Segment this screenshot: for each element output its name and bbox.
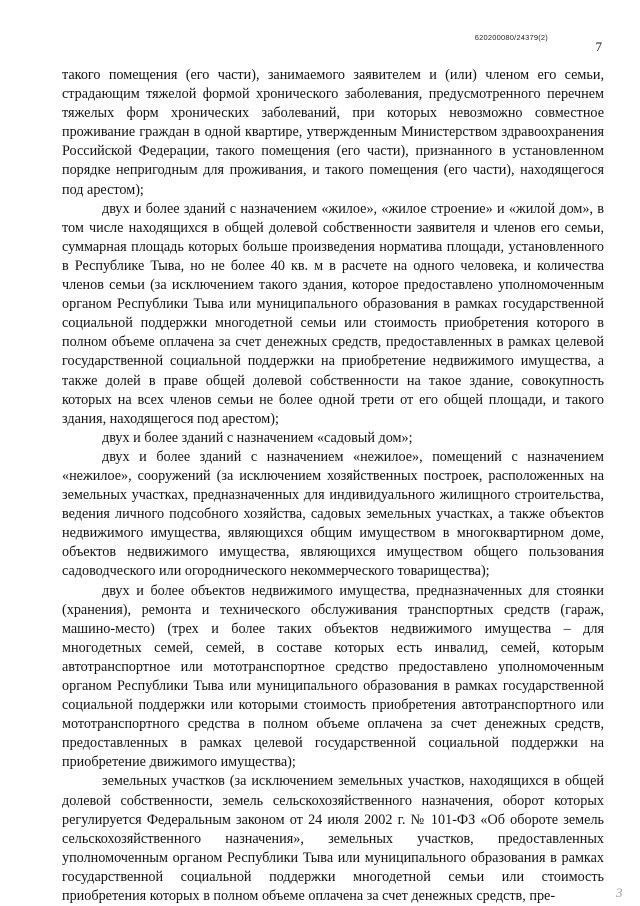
paragraph-land-plots: земельных участков (за исключением земельных участков, находящихся в общей долевой собственности, земель сельскохозяйственного назначения, оборот которых регулируется Федеральным законом от 24 июля 2002 г. № 101-ФЗ «Об обороте земель сельскохозяйственного назначения», земельных участков, предоставленных уполномоченным органом Республики Тыва или муниципального образования в рамках государственной социальной поддержки многодетной семьи или стоимость приобретения которых в полном объеме оплачена за счет денежных средств, пре- <box>62 773 604 905</box>
document-body <box>62 66 604 906</box>
paragraph-continuation: такого помещения (его части), занимаемого заявителем и (или) членом его семьи, страдающим тяжелой формой хронического заболевания, предусмотренного перечнем тяжелых форм хронических заболеваний, при которых невозможно совместное проживание граждан в одной квартире, утвержденным Министерством здравоохранения Российской Федерации, такого помещения (его части), признанного в установленном порядке непригодным для проживания, и такого помещения (его части), находящегося под арестом); <box>62 67 604 198</box>
paragraph-vehicle-storage: двух и более объектов недвижимого имущества, предназначенных для стоянки (хранения), ремонта и технического обслуживания транспортных средств (гараж, машино-место) (трех и более таких объектов недвижимого имущества – для многодетных семей, семей, в составе которых есть инвалид, семей, которым автотранспортное или мототранспортное средство предоставлено уполномоченным органом Республики Тыва или муниципального образования в рамках государственной социальной поддержки или которыми стоимость приобретения автотранспортного или мототранспортного средства в полном объеме оплачена за счет денежных средств, предоставленных в рамках целевой государственной социальной поддержки на приобретение движимого имущества); <box>62 582 604 771</box>
paragraph-garden-house: двух и более зданий с назначением «садовый дом»; <box>102 429 413 446</box>
handwritten-margin-mark: 3 <box>616 885 623 900</box>
page-number: 7 <box>595 39 602 54</box>
paragraph-residential-buildings: двух и более зданий с назначением «жилое», «жилое строение» и «жилой дом», в том числе находящихся в общей долевой собственности заявителя и членов его семьи, суммарная площадь которых больше произведения норматива площади, установленного в Республике Тыва, но не более 40 кв. м в расчете на одного человека, и количества членов семьи (за исключением такого здания, которое предоставлено уполномоченным органом Республики Тыва или муниципального образования в рамках государственной социальной поддержки многодетной семьи или стоимость приобретения которого в полном объеме оплачена за счет денежных средств, предоставленных в рамках целевой государственной социальной поддержки на приобретение недвижимого имущества, а также долей в праве общей долевой собственности на такое здание, совокупность которых на всех членов семьи не более одной трети от его общей площади, и такого здания, находящегося под арестом); <box>62 200 604 427</box>
paragraph-nonresidential: двух и более зданий с назначением «нежилое», помещений с назначением «нежилое», сооружений (за исключением хозяйственных построек, расположенных на земельных участках, предназначенных для индивидуального жилищного строительства, ведения личного подсобного хозяйства, садовых земельных участках, а также объектов недвижимого имущества, являющихся общим имуществом в многоквартирном доме, объектов недвижимого имущества, являющихся имуществом общего пользования садоводческого или огороднического некоммерческого товарищества); <box>62 448 604 580</box>
document-id: 620200080/24379(2) <box>474 33 548 42</box>
